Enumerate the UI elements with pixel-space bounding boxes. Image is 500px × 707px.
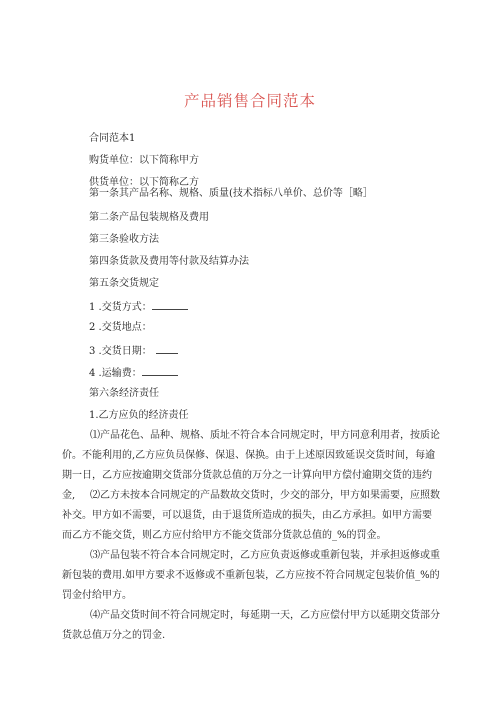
clause-3: ⑶产品包装不符合本合同规定时，乙方应负责返修或重新包装，并承担返修或重新包装的费用.如甲方要求不返修或不重新包装，乙方应按不符合同规定包装价值_%的罚金付给甲方。	[62, 550, 440, 601]
delivery-date-label: 3 .交货日期：	[89, 346, 152, 357]
freight-blank	[142, 365, 178, 376]
delivery-place-label: 2 .交货地点：	[89, 322, 152, 333]
clause-2: ⑵乙方未按本合同规定的产品数故交货时，少交的部分，甲方如果需要，应照数补交。甲方如不需要，可以退货，由于退货所造成的损失，由乙方承担。如甲方需要而乙方不能交货，则乙方应付给甲方不能交货部分货款总值的_%的罚金。	[62, 490, 440, 541]
clause-4: ⑷产品交货时间不符合同规定时，每延期一天，乙方应偿付甲方以延期交货部分货款总值万分之的罚金.	[62, 610, 440, 641]
article-6: 第六条经济责任	[89, 388, 159, 399]
article-4: 第四条货款及费用等付款及结算办法	[89, 256, 249, 267]
contract-title: 产品销售合同范本	[183, 92, 316, 110]
delivery-date-blank	[156, 343, 178, 354]
article-2: 第二条产品包装规格及费用	[89, 212, 209, 223]
buyer-line: 购货单位：以下简称甲方	[89, 155, 199, 166]
delivery-place-row	[89, 321, 152, 335]
delivery-method-row	[89, 299, 188, 315]
contract-template-label: 合同范本1	[89, 133, 136, 144]
article-5: 第五条交货规定	[89, 278, 159, 289]
seller-liability-heading: 1.乙方应负的经济责任	[89, 410, 189, 421]
delivery-method-label: 1 .交货方式：	[89, 302, 152, 313]
delivery-date-row	[89, 343, 178, 359]
article-1: 第一条其产品名称、规格、质量(技术指标八单价、总价等［略］	[89, 188, 373, 199]
freight-row	[89, 365, 178, 381]
article-3: 第三条验收方法	[89, 234, 159, 245]
delivery-method-blank	[152, 299, 188, 310]
supplier-line: 供货单位：以下简称乙方	[89, 177, 199, 188]
clause-1: ⑴产品花色、品种、规格、质址不符合本合同规定时，甲方同意利用者，按质论价。不能利用的,乙方应负员保修、保退、保换。由于上述原因致延误交货时间，每逾期一日，乙方应按逾期交货部分货款总值的万分之一计算向甲方偿付逾期交货的违约金,	[62, 430, 440, 501]
freight-label: 4 .运输费：	[89, 368, 142, 379]
